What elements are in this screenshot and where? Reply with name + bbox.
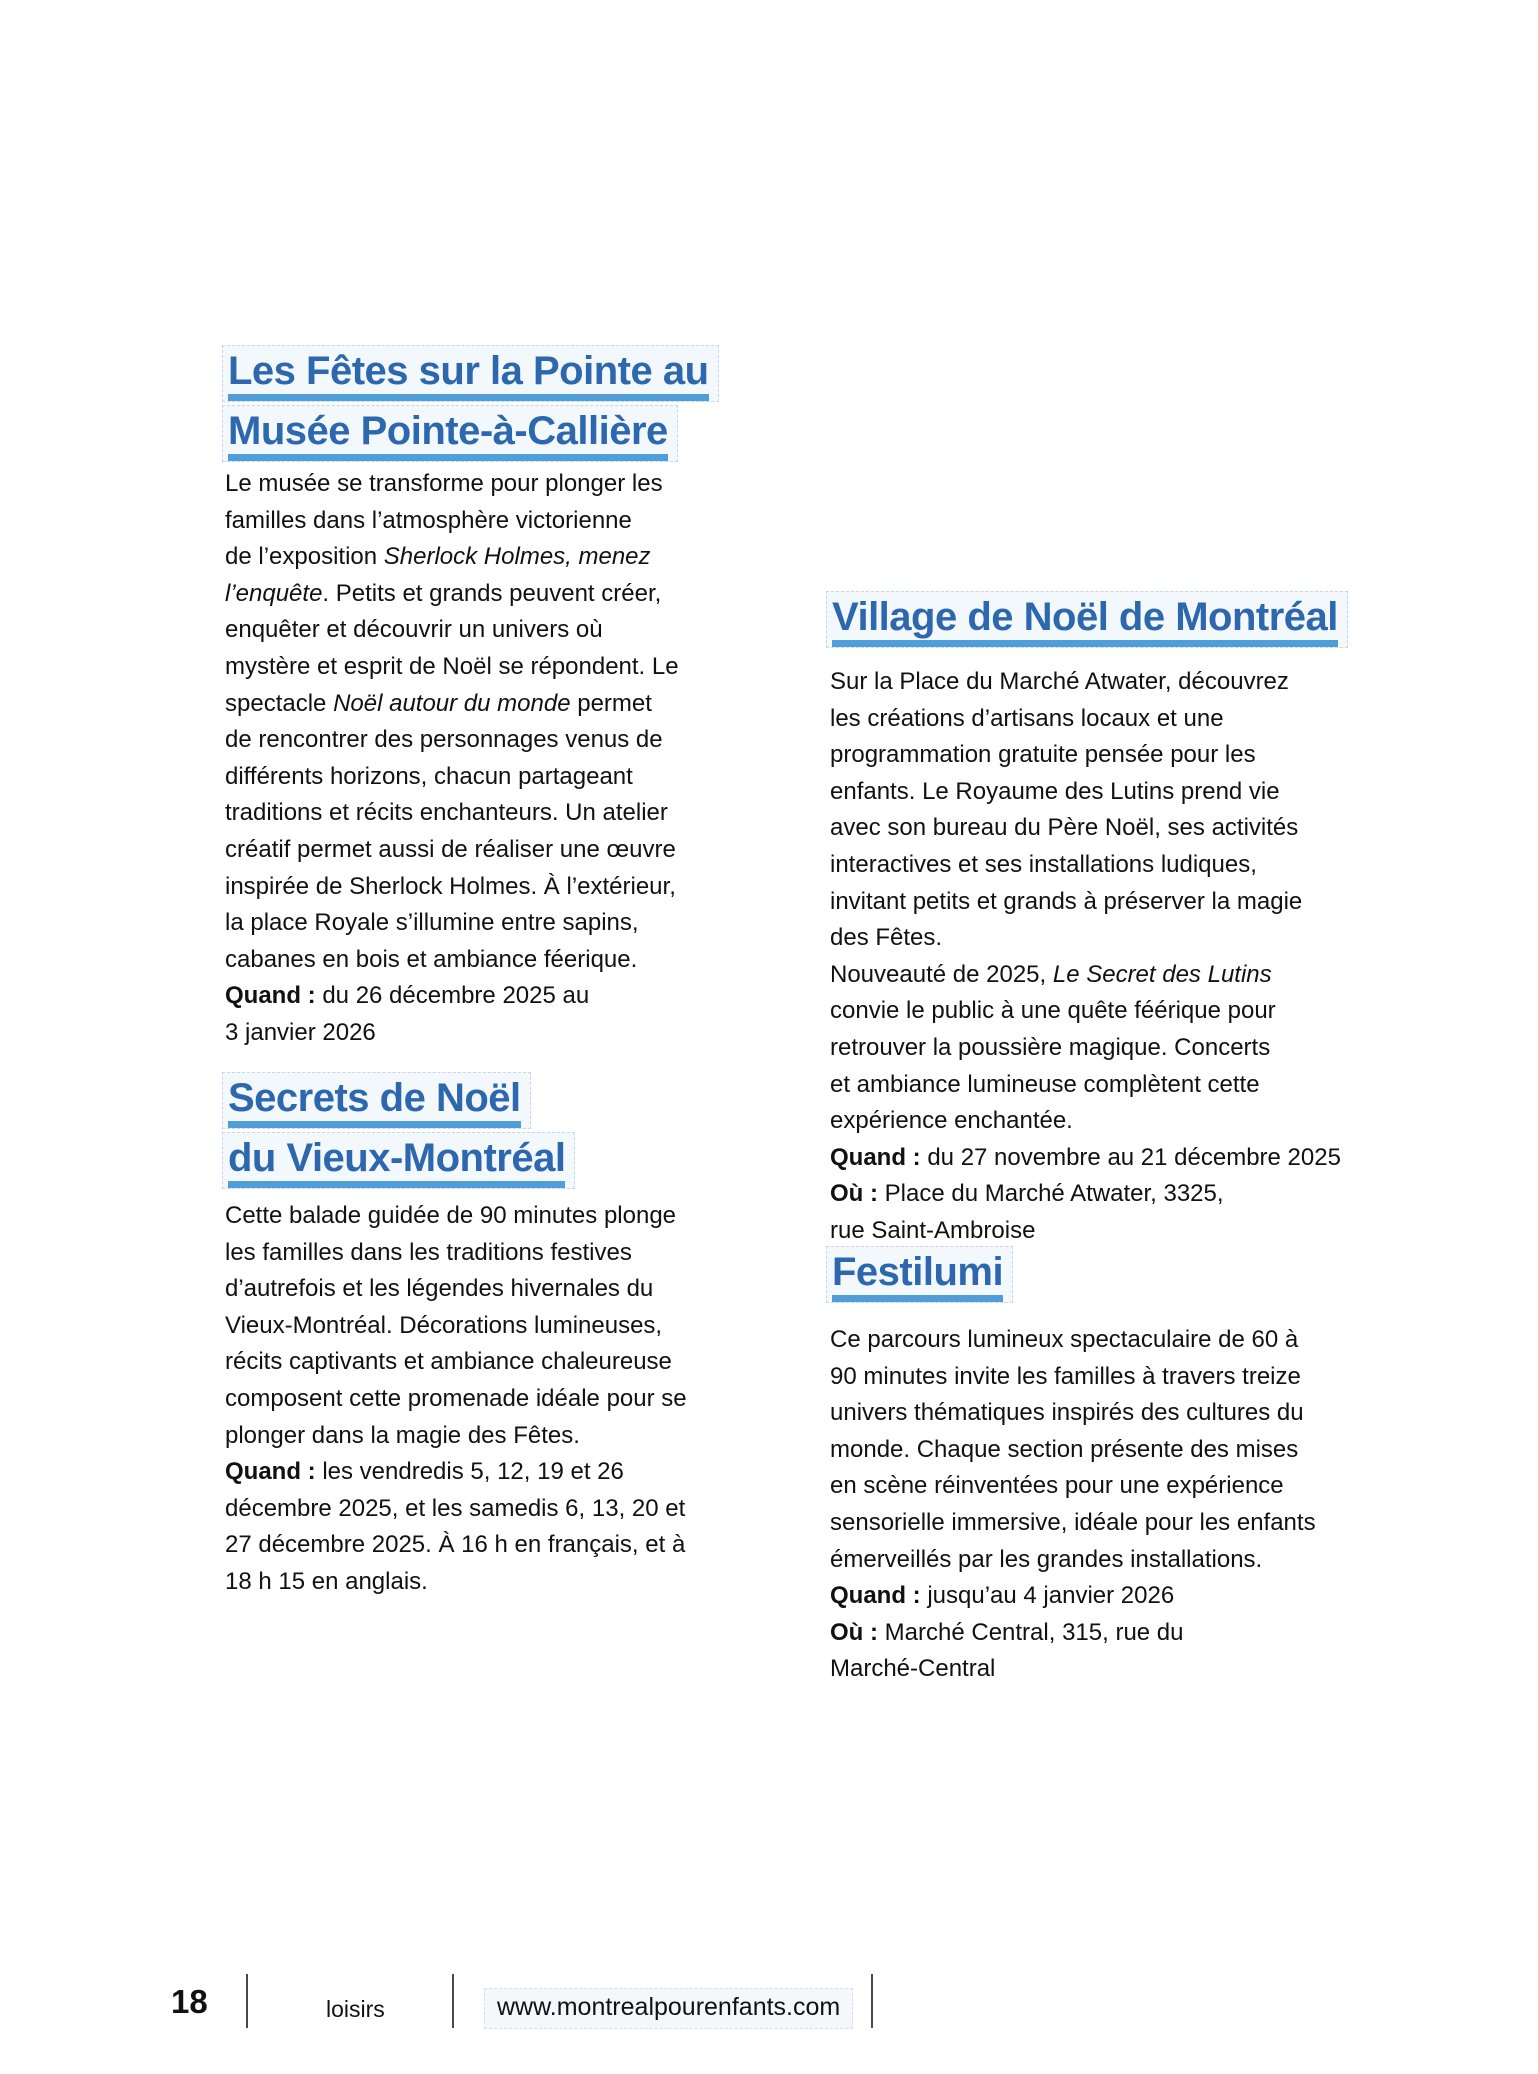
text-line (225, 1344, 687, 1381)
footer-divider (871, 1974, 873, 2028)
text-run: Marché-Central (830, 1655, 996, 1683)
text-run: sensorielle immersive, idéale pour les enfants (830, 1508, 1316, 1536)
paragraph-festilumi (830, 1322, 1316, 1688)
text-run: 27 décembre 2025. À 16 h en français, et à (225, 1531, 686, 1559)
text-line (830, 1395, 1316, 1432)
text-run: Vieux-Montréal. Décorations lumineuses, (225, 1311, 663, 1339)
text-line (830, 1140, 1341, 1177)
text-run: Noël autour du monde (333, 689, 571, 717)
text-run: créatif permet aussi de réaliser une œuvre (225, 835, 676, 863)
text-run: Marché Central, 315, rue du (878, 1618, 1184, 1646)
text-run: en scène réinventées pour une expérience (830, 1472, 1284, 1500)
heading-underline (832, 640, 1338, 647)
text-line (830, 1505, 1316, 1542)
text-run: Où : (830, 1618, 878, 1646)
text-line (225, 978, 679, 1015)
footer-divider (452, 1974, 454, 2028)
footer-url-text: www.montrealpourenfants.com (497, 1993, 841, 2021)
text-line (225, 1015, 679, 1052)
heading-underline (228, 1181, 565, 1188)
text-line (225, 612, 679, 649)
heading-line[interactable] (222, 405, 678, 462)
text-line (830, 847, 1341, 884)
text-run: familles dans l’atmosphère victorienne (225, 506, 632, 534)
text-line (830, 1030, 1341, 1067)
text-run: d’autrefois et les légendes hivernales du (225, 1275, 654, 1303)
text-run: invitant petits et grands à préserver la magie (830, 887, 1303, 915)
text-run: émerveillés par les grandes installations. (830, 1545, 1263, 1573)
text-line (225, 686, 679, 723)
text-line (830, 1578, 1316, 1615)
heading-text: du Vieux-Montréal (228, 1136, 566, 1180)
text-line (225, 1271, 687, 1308)
text-run: . Petits et grands peuvent créer, (322, 579, 662, 607)
text-line (830, 1359, 1316, 1396)
text-run: enfants. Le Royaume des Lutins prend vie (830, 777, 1280, 805)
heading-line[interactable] (222, 345, 719, 402)
text-run: Quand : (830, 1143, 921, 1171)
heading-underline (228, 1121, 521, 1128)
text-run: expérience enchantée. (830, 1107, 1073, 1135)
text-run: retrouver la poussière magique. Concerts (830, 1033, 1271, 1061)
paragraph-secrets-noel (225, 1198, 687, 1601)
text-line (225, 1491, 687, 1528)
text-line (225, 649, 679, 686)
text-run: et ambiance lumineuse complètent cette (830, 1070, 1260, 1098)
text-run: 90 minutes invite les familles à travers treize (830, 1362, 1301, 1390)
text-line (225, 722, 679, 759)
text-run: univers thématiques inspirés des cultures du (830, 1399, 1304, 1427)
text-line (830, 774, 1341, 811)
text-line (225, 1454, 687, 1491)
heading-text: Village de Noël de Montréal (832, 595, 1338, 639)
heading-underline (228, 394, 709, 401)
text-line (830, 1213, 1341, 1250)
text-line (225, 503, 679, 540)
text-run: récits captivants et ambiance chaleureuse (225, 1348, 672, 1376)
heading-line[interactable] (826, 591, 1348, 648)
text-line (830, 701, 1341, 738)
text-run: composent cette promenade idéale pour se (225, 1384, 687, 1412)
heading-line[interactable] (222, 1132, 575, 1189)
text-line (225, 1198, 687, 1235)
text-run: Quand : (225, 982, 316, 1010)
text-run: mystère et esprit de Noël se répondent. Le (225, 652, 679, 680)
heading-text: Musée Pointe-à-Callière (228, 409, 668, 453)
text-run: l’enquête (225, 579, 323, 607)
text-run: décembre 2025, et les samedis 6, 13, 20 et (225, 1494, 686, 1522)
text-line (830, 1615, 1316, 1652)
text-line (830, 737, 1341, 774)
heading-underline (228, 454, 668, 461)
text-run: 3 janvier 2026 (225, 1018, 376, 1046)
text-line (225, 1308, 687, 1345)
text-run: les familles dans les traditions festives (225, 1238, 632, 1266)
text-line (830, 1651, 1316, 1688)
paragraph-fetes-pointe (225, 466, 679, 1052)
text-run: différents horizons, chacun partageant (225, 762, 633, 790)
text-run: de l’exposition (225, 543, 384, 571)
text-run: enquêter et découvrir un univers où (225, 616, 603, 644)
text-run: Quand : (225, 1458, 316, 1486)
text-run: Sur la Place du Marché Atwater, découvrez (830, 668, 1289, 695)
text-run: Place du Marché Atwater, 3325, (878, 1180, 1224, 1208)
text-run: Quand : (830, 1582, 921, 1610)
text-line (225, 942, 679, 979)
text-line (225, 1527, 687, 1564)
heading-fetes-pointe[interactable] (222, 345, 719, 465)
text-run: rue Saint-Ambroise (830, 1216, 1036, 1244)
text-run: permet (570, 689, 652, 717)
text-line (225, 869, 679, 906)
text-line (830, 664, 1341, 701)
heading-text: Les Fêtes sur la Pointe au (228, 349, 709, 393)
heading-text: Secrets de Noël (228, 1076, 521, 1120)
text-run: les créations d’artisans locaux et une (830, 704, 1224, 732)
heading-underline (832, 1295, 1003, 1302)
footer-url-link[interactable] (484, 1988, 853, 2029)
heading-village-noel[interactable] (826, 591, 1348, 651)
text-line (225, 1381, 687, 1418)
heading-secrets-noel[interactable] (222, 1072, 575, 1192)
text-line (830, 1176, 1341, 1213)
text-run: 18 h 15 en anglais. (225, 1567, 428, 1595)
text-run: Sherlock Holmes, menez (383, 543, 651, 571)
text-run: Cette balade guidée de 90 minutes plonge (225, 1202, 677, 1229)
text-run: spectacle (225, 689, 334, 717)
heading-line[interactable] (826, 1246, 1013, 1303)
text-run: Le musée se transforme pour plonger les (225, 470, 663, 497)
text-line (830, 810, 1341, 847)
heading-festilumi[interactable] (826, 1246, 1013, 1306)
text-line (830, 920, 1341, 957)
text-line (225, 795, 679, 832)
text-line (830, 1322, 1316, 1359)
text-run: du 27 novembre au 21 décembre 2025 (920, 1143, 1341, 1171)
heading-text: Festilumi (832, 1250, 1004, 1294)
text-line (225, 1564, 687, 1601)
text-line (830, 957, 1341, 994)
text-line (225, 832, 679, 869)
text-run: Le Secret des Lutins (1052, 960, 1272, 988)
text-line (225, 1418, 687, 1455)
heading-line[interactable] (222, 1072, 531, 1129)
text-run: jusqu’au 4 janvier 2026 (920, 1582, 1175, 1610)
text-line (225, 576, 679, 613)
page-number: 18 (171, 1983, 208, 2020)
text-line (225, 539, 679, 576)
text-run: plonger dans la magie des Fêtes. (225, 1421, 580, 1449)
text-line (830, 1067, 1341, 1104)
text-line (830, 1468, 1316, 1505)
text-run: des Fêtes. (830, 924, 943, 952)
text-line (225, 759, 679, 796)
text-run: de rencontrer des personnages venus de (225, 726, 663, 754)
footer-divider (246, 1974, 248, 2028)
text-run: cabanes en bois et ambiance féerique. (225, 945, 638, 973)
text-line (225, 1235, 687, 1272)
text-run: la place Royale s’illumine entre sapins, (225, 909, 639, 937)
text-run: Ce parcours lumineux spectaculaire de 60 à (830, 1326, 1299, 1353)
text-run: convie le public à une quête féérique pour (830, 997, 1276, 1025)
text-run: traditions et récits enchanteurs. Un atelier (225, 799, 668, 827)
text-line (830, 1432, 1316, 1469)
text-run: du 26 décembre 2025 au (315, 982, 590, 1010)
text-run: inspirée de Sherlock Holmes. À l’extérieur, (225, 872, 676, 900)
text-run: interactives et ses installations ludiques, (830, 850, 1257, 878)
text-line (225, 905, 679, 942)
text-run: programmation gratuite pensée pour les (830, 741, 1256, 769)
text-run: Nouveauté de 2025, (830, 960, 1053, 988)
text-line (830, 1103, 1341, 1140)
text-run: monde. Chaque section présente des mises (830, 1435, 1299, 1463)
text-line (830, 993, 1341, 1030)
text-run: avec son bureau du Père Noël, ses activités (830, 814, 1299, 842)
text-run: Où : (830, 1180, 878, 1208)
footer-section-label: loisirs (326, 1996, 385, 2022)
text-line (225, 466, 679, 503)
paragraph-village-noel (830, 664, 1341, 1250)
text-run: les vendredis 5, 12, 19 et 26 (315, 1458, 624, 1486)
text-line (830, 1542, 1316, 1579)
text-line (830, 884, 1341, 921)
